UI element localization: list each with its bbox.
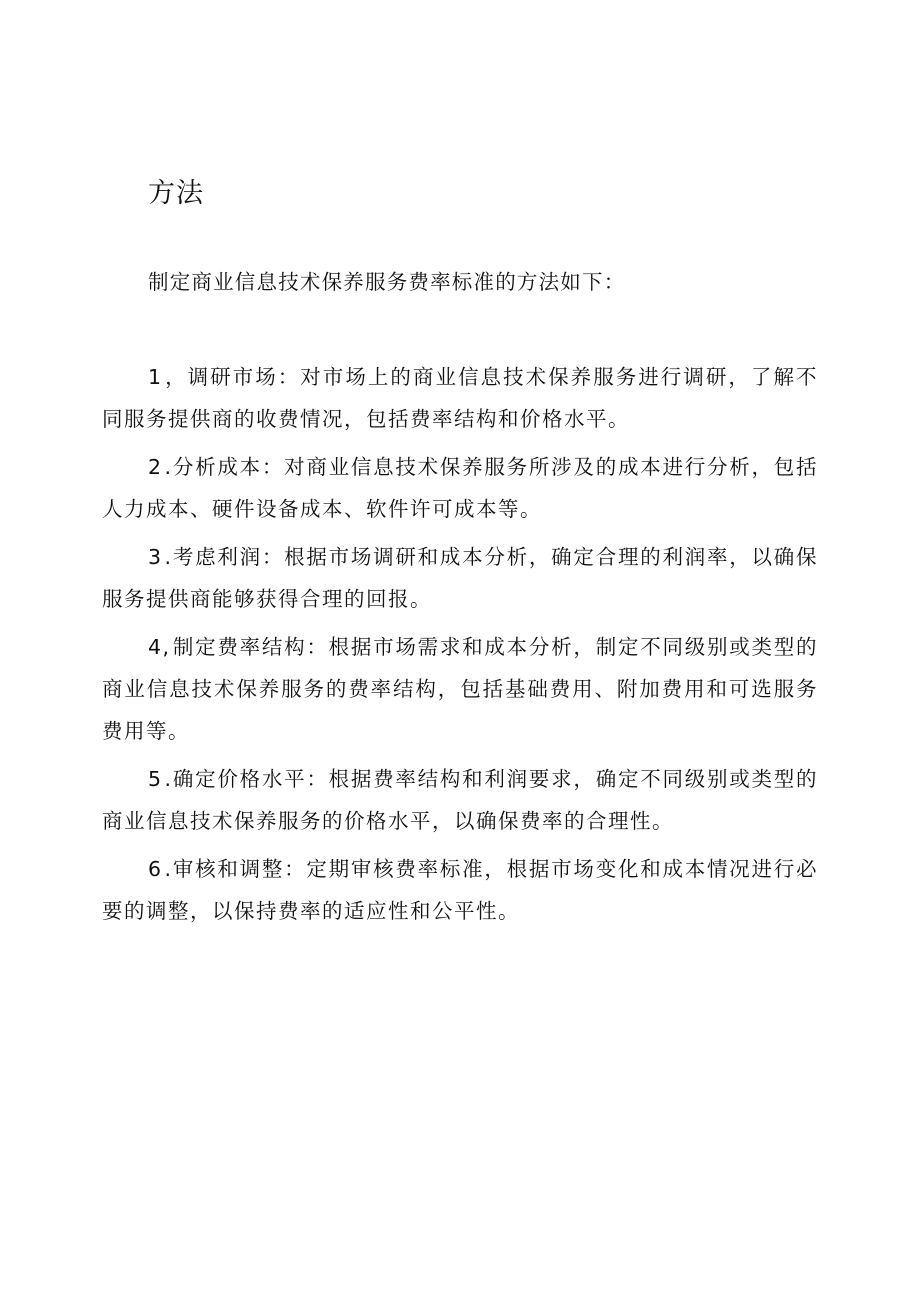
method-item-2 (102, 446, 818, 530)
method-item-3 (102, 536, 818, 620)
item-marker: 1 (148, 365, 163, 389)
intro-paragraph: 制定商业信息技术保养服务费率标准的方法如下： (148, 270, 626, 294)
item-marker: 6 (148, 857, 163, 881)
item-text: 制定费率结构：根据市场需求和成本分析，制定不同级别或类型的商业信息技术保养服务的费率结构，包括基础费用、附加费用和可选服务费用等。 (102, 635, 818, 743)
method-item-6 (102, 848, 818, 932)
item-marker: 5 (148, 767, 163, 791)
item-text: .考虑利润：根据市场调研和成本分析，确定合理的利润率，以确保服务提供商能够获得合理的回报。 (102, 545, 818, 611)
item-text: .分析成本：对商业信息技术保养服务所涉及的成本进行分析，包括人力成本、硬件设备成本、软件许可成本等。 (102, 455, 818, 521)
item-marker: 4, (148, 635, 171, 659)
item-text: ，调研市场：对市场上的商业信息技术保养服务进行调研，了解不同服务提供商的收费情况，包括费率结构和价格水平。 (102, 365, 818, 431)
item-text: .审核和调整：定期审核费率标准，根据市场变化和成本情况进行必要的调整，以保持费率的适应性和公平性。 (102, 857, 818, 923)
method-item-4 (102, 626, 818, 752)
method-list (102, 356, 818, 938)
method-item-5 (102, 758, 818, 842)
method-item-1 (102, 356, 818, 440)
section-title: 方法 (148, 178, 204, 209)
item-marker: 3 (148, 545, 163, 569)
item-text: .确定价格水平：根据费率结构和利润要求，确定不同级别或类型的商业信息技术保养服务的价格水平，以确保费率的合理性。 (102, 767, 818, 833)
item-marker: 2 (148, 455, 163, 479)
